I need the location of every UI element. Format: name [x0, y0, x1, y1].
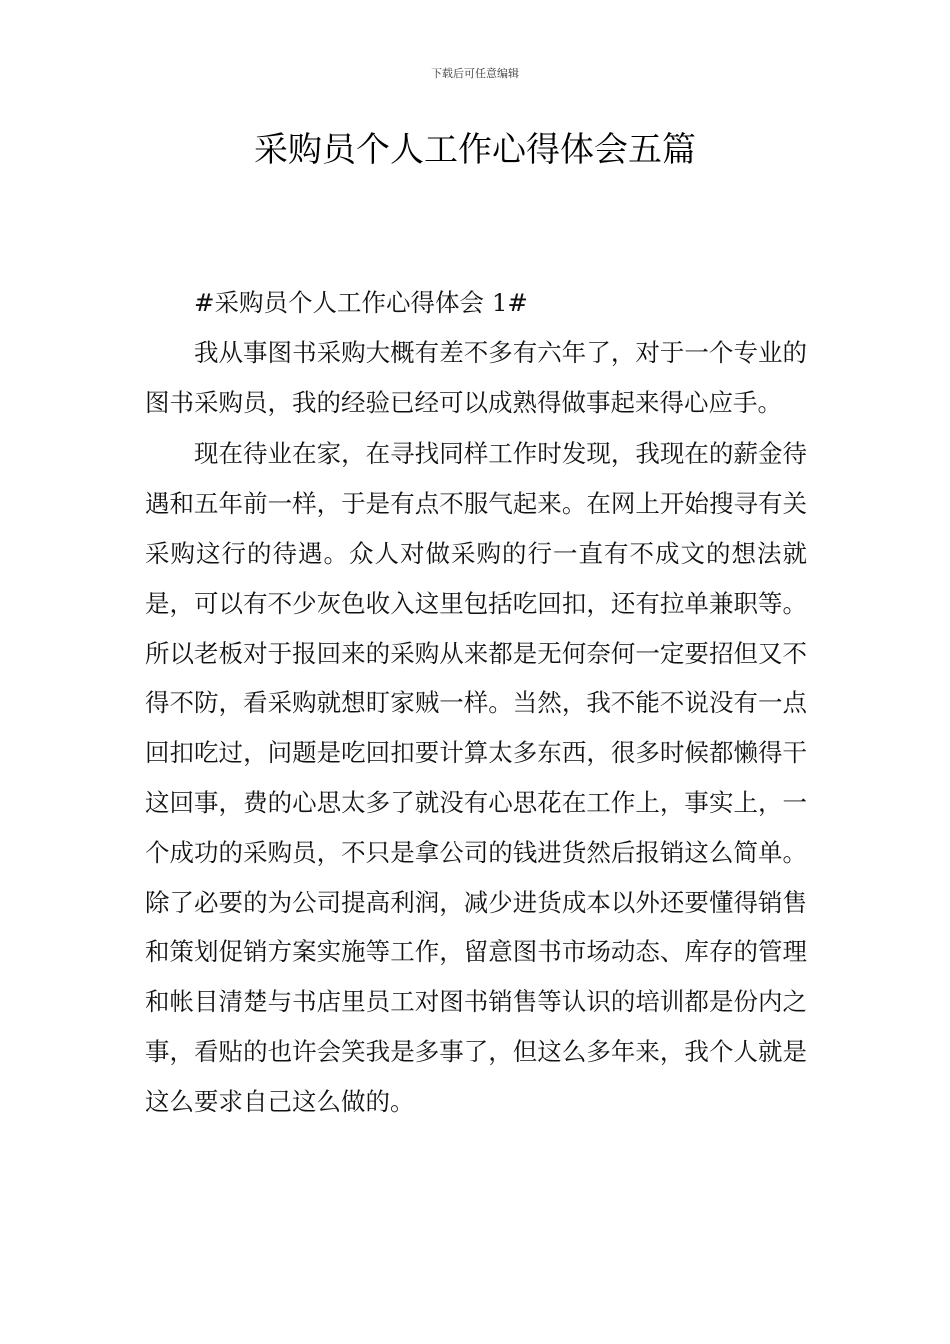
header-note: 下载后可任意编辑	[431, 67, 519, 80]
paragraph-1: 我从事图书采购大概有差不多有六年了，对于一个专业的图书采购员，我的经验已经可以成熟得做事起来得心应手。	[145, 337, 807, 417]
document-body	[145, 278, 807, 1127]
section-heading: #采购员个人工作心得体会 1#	[194, 288, 528, 317]
document-title: 采购员个人工作心得体会五篇	[254, 130, 696, 170]
paragraph-2: 现在待业在家，在寻找同样工作时发现，我现在的薪金待遇和五年前一样，于是有点不服气起来。在网上开始搜寻有关采购这行的待遇。众人对做采购的行一直有不成文的想法就是，可以有不少灰色收入这里包括吃回扣，还有拉单兼职等。所以老板对于报回来的采购从来都是无何奈何一定要招但又不得不防，看采购就想盯家贼一样。当然，我不能不说没有一点回扣吃过，问题是吃回扣要计算太多东西，很多时候都懒得干这回事，费的心思太多了就没有心思花在工作上，事实上，一个成功的采购员，不只是拿公司的钱进货然后报销这么简单。除了必要的为公司提高利润，减少进货成本以外还要懂得销售和策划促销方案实施等工作，留意图书市场动态、库存的管理和帐目清楚与书店里员工对图书销售等认识的培训都是份内之事，看贴的也许会笑我是多事了，但这么多年来，我个人就是这么要求自己这么做的。	[145, 439, 807, 1116]
